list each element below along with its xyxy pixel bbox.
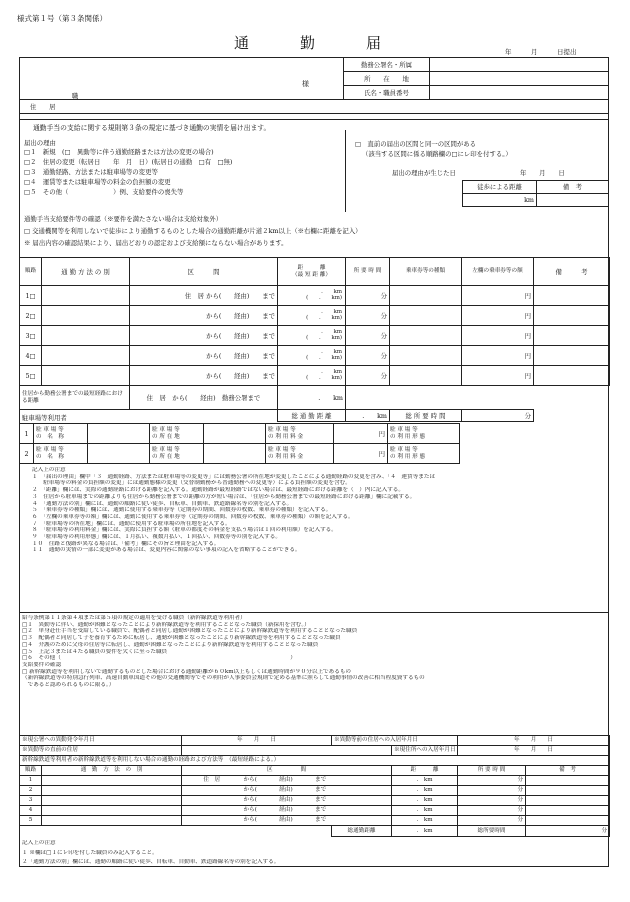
alt-route-distance[interactable]: . km [392, 786, 458, 796]
reason-item-3[interactable]: □３ 通勤経路、方法または駐車場等の変更等 [24, 168, 158, 176]
reason-item-2[interactable]: □２ 住居の変更（転居日 年 月 日）(転居日の通勤 □有 □無) [24, 158, 233, 166]
col-method: 通 勤 方 法 の 別 [42, 258, 130, 286]
reason-item-4[interactable]: □４ 運賃等または駐車場等の料金の負担額の変更 [24, 178, 171, 186]
route-method[interactable] [42, 326, 130, 346]
col-time: 所 要 時 間 [458, 766, 526, 776]
transfer-date-label: ※現公署への異動発令年月日 [20, 736, 182, 746]
alt-total-time-label: 総所要時間 [458, 826, 526, 837]
route-remarks[interactable] [534, 286, 610, 306]
total-time-label: 総 所 要 時 間 [390, 410, 462, 422]
note-item: １０ 往路と復路が異なる場合は、「備考」欄にその旨と理由を記入する。 [32, 540, 220, 547]
alt-route-remarks[interactable] [526, 806, 610, 816]
alt-route-no: 4 [20, 806, 42, 816]
route-method[interactable] [42, 366, 130, 386]
parking-no: 1 [20, 424, 34, 444]
col-remarks: 備 考 [526, 766, 610, 776]
route-yen[interactable]: 円 [462, 346, 534, 366]
col-section: 区 間 [130, 258, 278, 286]
current-move-in-date[interactable]: 年 月 日 [458, 746, 610, 756]
alt-route-distance[interactable]: . km [392, 806, 458, 816]
alt-route-distance[interactable]: . km [392, 776, 458, 786]
shinkansen-item[interactable]: □５ 上記３または４たる職員の要件を欠くに至った職員 [22, 648, 168, 655]
shinkansen-table [19, 735, 610, 837]
alt-route-section: から( 経由) まで [242, 796, 392, 806]
notes-heading: 記入上の注意 [32, 467, 66, 473]
prev-move-in-date[interactable]: 年 月 日 [458, 736, 610, 746]
parking-location-label: 駐 車 場 等 の 所 在 地 [150, 424, 204, 444]
route-yen[interactable]: 円 [462, 286, 534, 306]
requirement-heading: 支給要件の確認 [22, 661, 62, 668]
reason-item-5[interactable]: □５ その他（ ）例、支給要件の喪失等 [24, 188, 184, 196]
name-label: 氏名・職員番号 [344, 86, 430, 100]
route-remarks[interactable] [534, 326, 610, 346]
col-method: 通 勤 方 法 の 別 [42, 766, 182, 776]
notes2-heading: 記入上の注意 [22, 840, 56, 846]
route-distance[interactable]: . km ( . km) [278, 326, 346, 346]
walk-km[interactable]: km [463, 194, 537, 207]
alt-total-minutes[interactable]: 分 [526, 826, 610, 837]
route-row [20, 346, 610, 366]
route-minutes[interactable]: 分 [346, 346, 390, 366]
col-order: 順路 [20, 258, 42, 286]
notes2-section [22, 840, 607, 866]
route-method[interactable] [42, 306, 130, 326]
route-ticket[interactable] [390, 286, 462, 306]
parking-name-label: 駐 車 場 等 の 名 称 [34, 444, 88, 464]
alt-route-no: 3 [20, 796, 42, 806]
alt-route-method[interactable] [42, 816, 182, 826]
parking-name[interactable] [88, 444, 150, 464]
route-distance[interactable]: . km ( . km) [278, 366, 346, 386]
col-distance: 距 離 （最 短 距 離） [278, 258, 346, 286]
note-item: ９ 「駐車場等の利用形態」欄には、１月払い、複数月払い、１回払い、回数券等の別を記入する。 [32, 534, 281, 541]
parking-heading: 駐車場等利用者 [22, 414, 67, 422]
note-item: ７ 「駐車場等の所在地」欄には、通勤に使用する駐車場の所在地を記入する。 [32, 520, 231, 527]
reason-date-value[interactable]: 年 月 日 [520, 169, 565, 177]
notes-section [32, 467, 602, 554]
total-distance-label: 総 通 勤 距 離 [278, 410, 346, 422]
reason-date-label: 届出の理由が生じた日 [392, 169, 456, 177]
alt-route-from [182, 786, 242, 796]
note2-item: １ ※欄は□１にレ印を付した職員のみ記入すること。 [22, 849, 158, 856]
alt-route-distance[interactable]: . km [392, 816, 458, 826]
note-item: ３ 住居から駐車場までの距離よりも住居から勤務公署までの距離の方が短い場合は、「住居から勤務公署までの最短経路における距離」欄に記載する。 [32, 493, 416, 500]
note2-item: ２「通勤方法の別」欄には、通勤の順路に従い徒歩、自転車、自動車、鉄道路線名等の別を記入する。 [22, 859, 280, 866]
route-remarks[interactable] [534, 366, 610, 386]
alt-route-heading: 新幹線鉄道等利用者の新幹線鉄道等を利用しない場合の通勤の経路および方法等 （最短経路による。） [20, 756, 610, 766]
walk-label: 徒歩による距離 [463, 181, 537, 194]
alt-route-minutes[interactable]: 分 [458, 816, 526, 826]
shinkansen-heading: 給与条例第１１条第４項または第５項の規定の適用を受ける職員（新幹線鉄道等利用者） [22, 615, 246, 621]
route-section: から( 経由) まで [130, 366, 278, 386]
job-label: 職 [72, 92, 79, 100]
parking-no: 2 [20, 444, 34, 464]
alt-route-section: から( 経由) まで [242, 786, 392, 796]
route-ticket[interactable] [390, 306, 462, 326]
shinkansen-item[interactable]: □４ 介護のために父母の住居等に転居し、通勤が困難となったことにより新幹線鉄道等を利用することとなった職員 [22, 641, 319, 648]
alt-route-no: 5 [20, 816, 42, 826]
alt-route-from [182, 816, 242, 826]
parking-form-label: 駐 車 場 等 の 利 用 形 態 [388, 444, 460, 464]
applicant-table [343, 57, 609, 100]
prev-address-label: ※異動等の直前の住居 [20, 746, 182, 756]
parking-form-label: 駐 車 場 等 の 利 用 形 態 [388, 424, 460, 444]
note-item: １１ 通勤の実情の一部に変更がある場合は、変更内容に関係のない事項の記入を省略することができる。 [32, 547, 301, 554]
alt-route-from [182, 796, 242, 806]
route-distance[interactable]: . km ( . km) [278, 286, 346, 306]
parking-name[interactable] [88, 424, 150, 444]
alt-route-method[interactable] [42, 796, 182, 806]
office-label: 勤務公署名・所属 [344, 58, 430, 72]
route-no[interactable]: 1□ [20, 286, 42, 306]
intro-text: 通勤手当の支給に関する規則第３条の規定に基づき通勤の実情を届け出ます。 [33, 124, 271, 132]
route-row [20, 286, 610, 306]
alt-route-section: から( 経由) まで [242, 776, 392, 786]
alt-route-row [20, 796, 610, 806]
alt-route-method[interactable] [42, 806, 182, 816]
route-distance[interactable]: . km ( . km) [278, 306, 346, 326]
route-minutes[interactable]: 分 [346, 286, 390, 306]
route-row [20, 306, 610, 326]
alt-route-row [20, 806, 610, 816]
col-time: 所 要 時 間 [346, 258, 390, 286]
requirement-check[interactable]: □ 新幹線鉄道等を利用しないで通勤するものとした場合における通勤距離が６０km以上もしくは通勤時間が９０分以上であるもの [22, 668, 352, 675]
route-row [20, 326, 610, 346]
alt-total-distance[interactable]: . km [392, 826, 458, 837]
alt-route-section: から( 経由) まで [242, 816, 392, 826]
route-distance[interactable]: . km ( . km) [278, 346, 346, 366]
route-no[interactable]: 3□ [20, 326, 42, 346]
parking-row [20, 444, 460, 464]
alt-route-row [20, 786, 610, 796]
note-item: 駐車場等の料金の負担額の変更」には通勤態様の変更（交替制勤務から普通勤務への変更等）による負担額の変更を含む。 [32, 480, 351, 487]
alt-route-minutes[interactable]: 分 [458, 786, 526, 796]
parking-table [19, 423, 460, 464]
office-field[interactable] [430, 58, 609, 72]
route-yen[interactable]: 円 [462, 306, 534, 326]
note-item: ２ 「距離」欄には、実際の通勤経路における距離を記入する。通勤経路が最短経路ではない場合は、最短経路における距離を（ ）内に記入する。 [32, 487, 404, 494]
route-method[interactable] [42, 346, 130, 366]
name-field[interactable] [430, 86, 609, 100]
route-no[interactable]: 4□ [20, 346, 42, 366]
reason-item-1[interactable]: □１ 新規 (□ 異動等に伴う通勤経路または方法の変更の場合) [24, 148, 214, 156]
parking-name-label: 駐 車 場 等 の 名 称 [34, 424, 88, 444]
confirm-heading: 通勤手当支給要件等の確認（※要件を満たさない場合は支給対象外） [24, 215, 223, 223]
form-title: 通 勤 届 [234, 34, 400, 52]
alt-route-from [182, 806, 242, 816]
location-field[interactable] [430, 72, 609, 86]
note-item: ６ 「左欄の乗車券等の額」欄には、通勤に使用する乗車券等（定期券の期間、回数券の枚数、乗車券の種類）の額を記入する。 [32, 513, 354, 520]
form-number: 様式第１号（第３条関係） [17, 14, 107, 23]
alt-route-row [20, 816, 610, 826]
confirm-walk[interactable]: □ 交通機関等を利用しないで徒歩により通勤するものとした場合の通勤距離が片道２km以上（※右欄に距離を記入） [24, 227, 362, 235]
total-distance[interactable]: . km [346, 410, 390, 422]
shinkansen-item[interactable]: □３ 配偶者と同居して子を養育するために転居し、通勤が困難となったことにより新幹線鉄道等を利用することとなった職員 [22, 635, 341, 642]
walk-table [462, 180, 609, 207]
route-method[interactable] [42, 286, 130, 306]
route-remarks[interactable] [534, 346, 610, 366]
alt-total-distance-label: 総通勤距離 [332, 826, 392, 837]
note-item: ５ 「乗車券等の種類」欄には、通勤に使用する乗車券等（定期券の期間、回数券の枚数、乗車券の種類）を記入する。 [32, 507, 332, 514]
parking-fee-label: 駐 車 場 等 の 利 用 料 金 [266, 424, 334, 444]
shinkansen-item[interactable]: □１ 異動等に伴い、通勤が困難となったことにより新幹線鉄道等を利用することとなった職員（新採用を含む。） [22, 621, 310, 628]
location-label: 所 在 地 [344, 72, 430, 86]
shinkansen-item[interactable]: □６ その他（ ） [22, 655, 296, 662]
route-remarks[interactable] [534, 306, 610, 326]
requirement-note: （新幹線鉄道等の特別急行列車、高速自動車国道その他の交通機関等でその利用が人事委員会規則で定める基準に照らして通勤事情の改善に相当程度資するもの [22, 675, 425, 682]
route-ticket[interactable] [390, 326, 462, 346]
confirm-note: ※ 届出内容の確認結果により、届出どおりの認定および支給額にならない場合があります。 [24, 239, 288, 247]
route-no[interactable]: 5□ [20, 366, 42, 386]
alt-route-row [20, 776, 610, 786]
same-route-check[interactable]: □ 直前の届出の区間と同一の区間がある [355, 140, 477, 148]
note-item: ８ 「駐車場等の利用料金」欄には、実際に負担する額（駐車の都度その料金を支払う場合は１回の利用額）を記入する。 [32, 527, 337, 534]
remarks-field[interactable] [537, 194, 609, 207]
parking-fee-label: 駐 車 場 等 の 利 用 料 金 [266, 444, 334, 464]
submission-date: 年 月 日提出 [505, 48, 577, 56]
route-section: 住 居 から( 経由) まで [130, 286, 278, 306]
alt-route-section: から( 経由) まで [242, 806, 392, 816]
recipient-suffix: 様 [302, 80, 309, 88]
shinkansen-section [22, 615, 607, 689]
alt-route-from: 住 居 [182, 776, 242, 786]
route-yen[interactable]: 円 [462, 366, 534, 386]
shortest-label: 住居から勤務公署までの最短経路における距離 [20, 386, 130, 410]
parking-location[interactable] [204, 444, 266, 464]
col-distance: 距 離 [392, 766, 458, 776]
route-minutes[interactable]: 分 [346, 366, 390, 386]
shortest-distance[interactable]: . km [278, 386, 346, 410]
route-ticket[interactable] [390, 346, 462, 366]
total-minutes[interactable]: 分 [462, 410, 534, 422]
address-label: 住 居 [30, 103, 56, 111]
remarks-label: 備 考 [537, 181, 609, 194]
shortest-section: 住 居 から( 経由) 勤務公署まで [130, 386, 278, 410]
alt-route-no: 1 [20, 776, 42, 786]
note-item: １ 「届出の理由」欄中「３ 通勤経路、方法または駐車場等の変更等」には勤務公署の所在地が変更したことによる通勤経路の変更を含み、「４ 運賃等または [32, 473, 436, 480]
prev-move-in-label: ※異動等前の住居への入居年月日 [332, 736, 458, 746]
alt-route-minutes[interactable]: 分 [458, 796, 526, 806]
prev-address[interactable] [182, 746, 392, 756]
requirement-note-2: であると認められるものに限る。） [22, 682, 115, 689]
route-yen[interactable]: 円 [462, 326, 534, 346]
route-minutes[interactable]: 分 [346, 326, 390, 346]
route-row [20, 366, 610, 386]
col-section: 区 間 [182, 766, 392, 776]
alt-route-remarks[interactable] [526, 786, 610, 796]
transfer-date[interactable]: 年 月 日 [182, 736, 332, 746]
alt-route-no: 2 [20, 786, 42, 796]
alt-route-remarks[interactable] [526, 796, 610, 806]
route-ticket[interactable] [390, 366, 462, 386]
route-table [19, 257, 610, 422]
route-section: から( 経由) まで [130, 346, 278, 366]
parking-fee[interactable]: 円 [334, 424, 388, 444]
shinkansen-item[interactable]: □２ 単身赴任手当を受給している職員で、配偶者と同居し通勤が困難となったことにより新幹線鉄道等を利用することとなった職員 [22, 628, 358, 635]
note-item: ４ 「通勤方法の別」欄には、通勤の順路に従い徒歩、自転車、自動車、鉄道路線名等の別を記入する。 [32, 500, 293, 507]
alt-route-method[interactable] [42, 786, 182, 796]
col-ticket-amount: 左欄の乗車券等の額 [462, 258, 534, 286]
alt-route-distance[interactable]: . km [392, 796, 458, 806]
route-no[interactable]: 2□ [20, 306, 42, 326]
parking-fee[interactable]: 円 [334, 444, 388, 464]
alt-route-method[interactable] [42, 776, 182, 786]
route-minutes[interactable]: 分 [346, 306, 390, 326]
alt-route-remarks[interactable] [526, 816, 610, 826]
current-move-in-label: ※現住所への入居年月日 [392, 746, 458, 756]
col-order: 順路 [20, 766, 42, 776]
parking-row [20, 424, 460, 444]
alt-route-minutes[interactable]: 分 [458, 776, 526, 786]
col-ticket: 乗車券等の種類 [390, 258, 462, 286]
same-route-note: （該当する区間に係る順路欄の□にレ印を付する。） [362, 150, 512, 158]
route-section: から( 経由) まで [130, 326, 278, 346]
alt-route-remarks[interactable] [526, 776, 610, 786]
alt-route-minutes[interactable]: 分 [458, 806, 526, 816]
col-remarks: 備 考 [534, 258, 610, 286]
parking-location-label: 駐 車 場 等 の 所 在 地 [150, 444, 204, 464]
reason-heading: 届出の理由 [24, 139, 56, 147]
route-section: から( 経由) まで [130, 306, 278, 326]
parking-location[interactable] [204, 424, 266, 444]
